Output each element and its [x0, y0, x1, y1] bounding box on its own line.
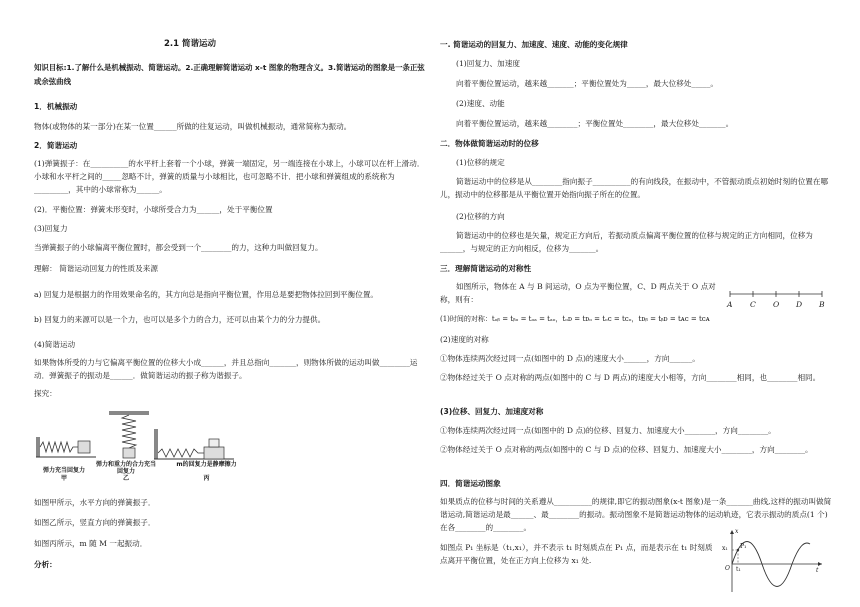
section-heading: 二．物体做简谐运动时的位移	[440, 139, 539, 148]
graph-label-x: x	[735, 528, 739, 535]
paragraph: a) 回复力是根据力的作用效果命名的，其方向总是指向平衡位置，作用总是要把物体拉回到平衡位置。	[34, 290, 379, 299]
figure-label-jia: 甲	[60, 475, 67, 482]
axis-label-c: C	[750, 300, 756, 309]
axis-label-o: O	[773, 300, 780, 309]
heading-simple-harmonic: 2．简谐运动	[34, 141, 78, 150]
paragraph: (2)．平衡位置：弹簧未形变时，小球所受合力为______，处于平衡位置	[34, 205, 273, 214]
paragraph: (1)回复力、加速度	[456, 59, 520, 68]
paragraph: 向着平衡位置运动，越来越_______；平衡位置处为_____，最大位移处_____。	[456, 79, 718, 88]
figure-caption: 弹力和重力的合力充当回复力	[96, 461, 157, 475]
paragraph: (1)弹簧振子：在__________的水平杆上套着一个小球，弹簧一端固定，另一端连接在小球上，小球可以在杆上滑动．小球和水平杆之间的_____忽略不计，弹簧的质量与小球相比，也可忽略不计．把小球和弹簧组成的系统称为_________，其中的小球常称为______。	[34, 159, 425, 194]
spring-oscillator-figures	[34, 409, 249, 489]
axis-label-b: B	[819, 300, 825, 309]
graph-label-t: t	[816, 567, 819, 574]
graph-label-x1: x₁	[722, 545, 728, 552]
paragraph: b) 回复力的来源可以是一个力，也可以是多个力的合力，还可以由某个力的分力提供。	[34, 315, 326, 324]
section-heading: 四．简谐运动图象	[440, 479, 501, 488]
analysis-label: 分析：	[34, 560, 57, 569]
paragraph: 如果质点的位移与时间的关系遵从__________的规律,即它的振动图象(x-t 图象)是一条_______曲线,这样的振动叫做简谐运动,简谐运动是最______、最________的振动。振动图象不是简谐运动物体的运动轨迹，它表示振动的质点(1 个)在各________的________。	[440, 497, 832, 532]
figure-label-yi: 乙	[122, 475, 129, 482]
paragraph: 物体(或物体的某一部分)在某一位置______所做的往复运动，叫做机械振动，通常简称为振动。	[34, 122, 352, 131]
paragraph: (3)位移、回复力、加速度对称	[440, 407, 544, 416]
graph-label-o: O	[725, 565, 730, 572]
paragraph: 理解： 简谐运动回复力的性质及来源	[34, 264, 158, 273]
learning-objective: 知识目标:1.了解什么是机械振动、简谐运动。2.正确理解简谐运动 x-t 图象的物理含义。3.简谐运动的图象是一条正弦或余弦曲线	[34, 63, 425, 86]
paragraph: 如图甲所示，水平方向的弹簧振子．	[34, 498, 156, 507]
axis-label-a: A	[727, 300, 733, 309]
axis-label-d: D	[796, 300, 803, 309]
paragraph: (1)时间的对称：tₒᵦ = tᵦₒ = tₒₐ = tₐₒ，tₒᴅ = tᴅₒ = tₒᴄ = tᴄₒ，tᴅᵦ = tᵦᴅ = tᴀᴄ = tᴄᴀ	[440, 315, 710, 323]
sine-curve-figure	[724, 528, 826, 596]
paragraph: (2)位移的方向	[456, 212, 505, 221]
xt-graph	[724, 528, 826, 596]
section-heading: 三．理解简谐运动的对称性	[440, 264, 532, 273]
paragraph: (3)回复力	[34, 224, 68, 233]
graph-label-p1: P₁	[740, 543, 747, 550]
paragraph: 简谐运动中的位移是从________指向振子__________的有向线段，在振动中，不管振动质点初始时刻的位置在哪儿，振动中的位移都是从平衡位置开始指向振子所在的位置。	[440, 177, 829, 199]
paragraph: 向着平衡位置运动，越来越________；平衡位置处________，最大位移处_______。	[456, 119, 734, 128]
heading-mechanical-vibration: 1．机械振动	[34, 102, 78, 111]
paragraph: (2)速度的对称	[440, 335, 489, 344]
figure-caption: 弹力充当回复力	[42, 467, 85, 474]
paragraph: 如图所示，物体在 A 与 B 间运动，O 点为平衡位置，C、D 两点关于 O 点对称，则有：	[440, 282, 716, 304]
paragraph: ①物体连续两次经过同一点(如图中的 D 点)的速度大小______，方向______。	[440, 354, 700, 363]
paragraph: 探究：	[34, 389, 57, 398]
paragraph: ①物体连续两次经过同一点(如图中的 D 点)的位移、回复力、加速度大小________，方向________。	[440, 426, 776, 435]
symmetry-axis-figure	[726, 289, 826, 313]
paragraph: (4)简谐运动	[34, 340, 76, 349]
paragraph: 如图丙所示，m 随 M 一起振动．	[34, 539, 148, 548]
paragraph: 如图点 P₁ 坐标是（t₁,x₁），并不表示 t₁ 时刻质点在 P₁ 点，而是表示在 t₁ 时刻质点离开平衡位置，处在正方向上位移为 x₁ 处.	[440, 543, 713, 565]
paragraph: 如果物体所受的力与它偏离平衡位置的位移大小成______，并且总指向_______，则物体所做的运动叫做________运动．弹簧振子的振动是______．做简谐运动的振子称为谐振子。	[34, 358, 418, 380]
figure-label-bing: 丙	[203, 475, 210, 482]
paragraph: ②物体经过关于 O 点对称的两点(如图中的 C 与 D 点)的位移、回复力、加速度大小________，方向________。	[440, 445, 813, 454]
paragraph: ②物体经过关于 O 点对称的两点(如图中的 C 与 D 两点)的速度大小相等，方向________相同，也________相同。	[440, 373, 821, 382]
page-title: 2.1 简谐运动	[164, 39, 217, 49]
paragraph: (1)位移的规定	[456, 158, 505, 167]
paragraph: 如图乙所示，竖直方向的弹簧振子．	[34, 518, 156, 527]
paragraph: 简谐运动中的位移也是矢量，规定正方向后，若振动质点偏离平衡位置的位移与规定的正方向相同，位移为______，与规定的正方向相反，位移为_______。	[440, 231, 813, 253]
section-heading: 一. 简谐运动的回复力、加速度、速度、动能的变化规律	[440, 40, 628, 49]
paragraph: 当弹簧振子的小球偏离平衡位置时，都会受到一个________的力，这种力叫做回复力。	[34, 243, 323, 252]
spring-diagram	[34, 409, 249, 469]
paragraph: (2)速度、动能	[456, 99, 505, 108]
graph-label-t1: t₁	[736, 566, 741, 573]
figure-caption: m的回复力是静摩擦力	[176, 461, 237, 468]
